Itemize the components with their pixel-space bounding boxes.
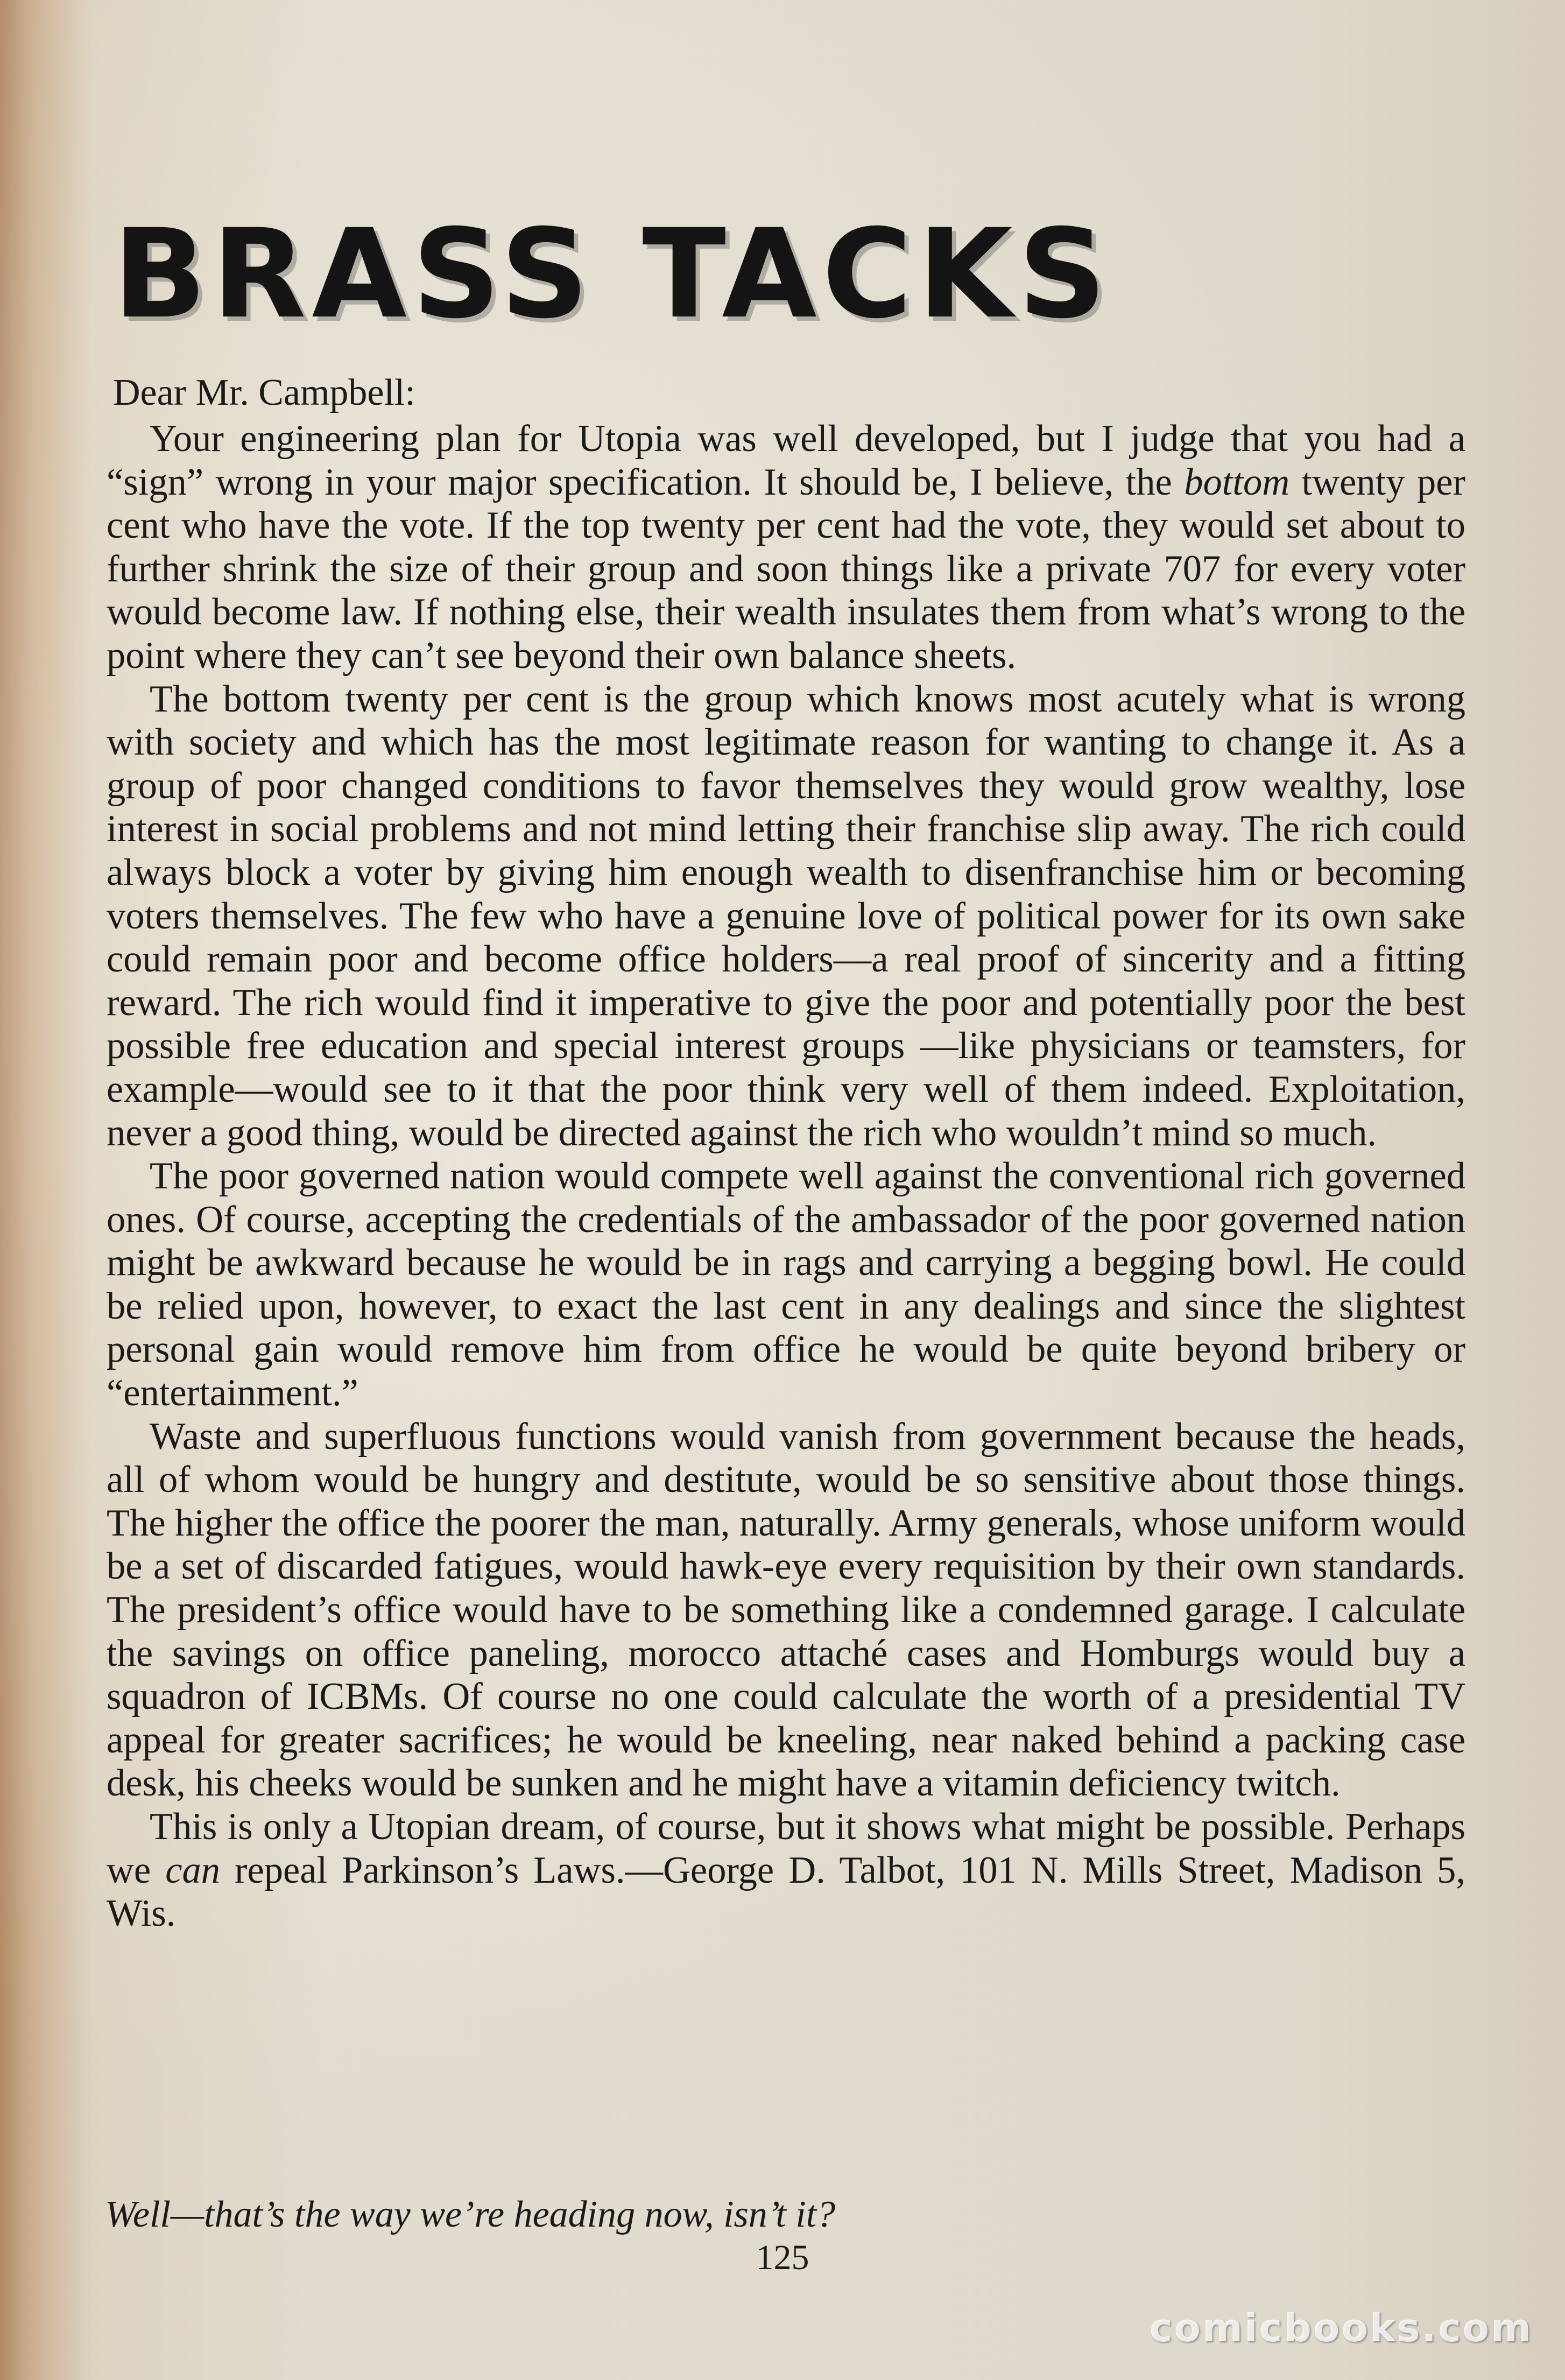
site-watermark: comicbooks.com [1149, 2305, 1533, 2350]
paragraph-text: Your engineering plan for Utopia was well developed, but I judge that you had a “sign” wrong in your major specification. It should be, I believe, the [107, 418, 1465, 503]
editor-response: Well—that’s the way we’re heading now, isn’t it? [105, 2194, 836, 2235]
paragraph-text: twenty per cent who have the vote. If the top twenty per cent had the vote, they would set about to further shrink the size of their group and soon things like a private 707 for every voter would become law. If nothing else, their wealth insulates them from what’s wrong to the point where they can’t see beyond their own balance sheets. [107, 461, 1465, 677]
paragraph-text: This is only a Utopian dream, of course, but it shows what might be possible. Perhaps we [107, 1806, 1465, 1891]
letter-paragraph [107, 417, 1465, 678]
letter-paragraph: Waste and superfluous functions would vanish from government because the heads, all of whom would be hungry and destitute, would be so sensitive about those things. The higher the office the poorer the man, naturally. Army generals, whose uniform would be a set of discarded fatigues, would hawk-eye every requisition by their own standards. The president’s office would have to be something like a condemned garage. I calculate the savings on office paneling, morocco attaché cases and Homburgs would buy a squadron of ICBMs. Of course no one could calculate the worth of a presidential TV appeal for greater sacrifices; he would be kneeling, near naked behind a packing case desk, his cheeks would be sunken and he might have a vitamin deficiency twitch. [107, 1415, 1465, 1805]
letter-paragraph: The bottom twenty per cent is the group which knows most acutely what is wrong with society and which has the most legitimate reason for wanting to change it. As a group of poor changed conditions to favor themselves they would grow wealthy, lose interest in social problems and not mind letting their franchise slip away. The rich could always block a voter by giving him enough wealth to disenfranchise him or becoming voters themselves. The few who have a genuine love of political power for its own sake could remain poor and become office holders—a real proof of sincerity and a fitting reward. The rich would find it imperative to give the poor and potentially poor the best possible free education and special interest groups —like physicians or teamsters, for example—would see to it that the poor think very well of them indeed. Exploitation, never a good thing, would be directed against the rich who wouldn’t mind so much. [107, 678, 1465, 1154]
letter-body [107, 417, 1465, 1935]
emphasized-word: can [165, 1849, 220, 1891]
emphasized-word: bottom [1184, 461, 1290, 503]
column-title: BRASS TACKS [113, 202, 1112, 346]
page-number: 125 [756, 2238, 809, 2277]
letter-paragraph [107, 1805, 1465, 1935]
letter-salutation: Dear Mr. Campbell: [113, 372, 415, 413]
letter-paragraph: The poor governed nation would compete well against the conventional rich governed ones. Of course, accepting the credentials of the ambassador of the poor governed nation might be awkward because he would be in rags and carrying a begging bowl. He could be relied upon, however, to exact the last cent in any dealings and since the slightest personal gain would remove him from office he would be quite beyond bribery or “entertainment.” [107, 1155, 1465, 1414]
paragraph-text: repeal Parkinson’s Laws.—George D. Talbot, 101 N. Mills Street, Madison 5, Wis. [107, 1849, 1465, 1935]
